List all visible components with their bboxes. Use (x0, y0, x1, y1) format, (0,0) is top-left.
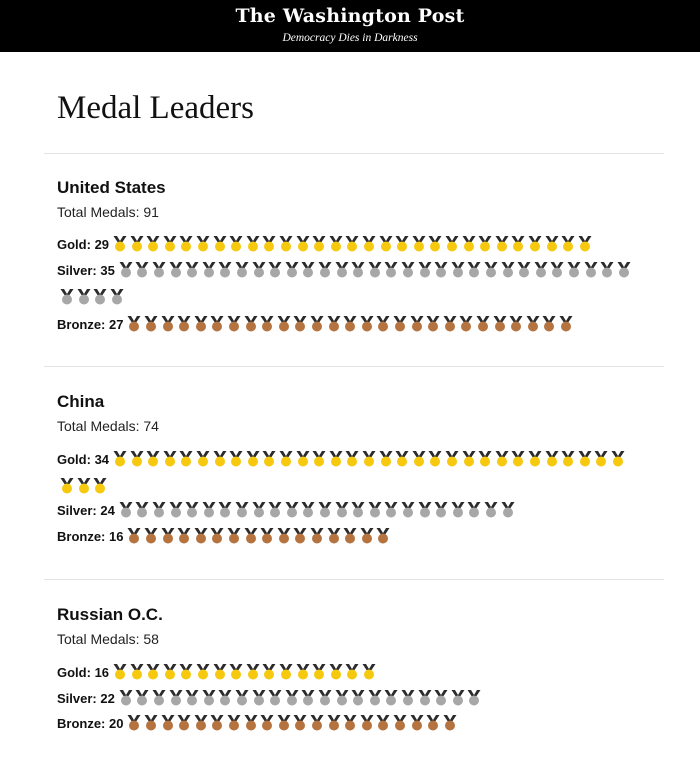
silver-medal-icon (450, 261, 466, 278)
silver-medal-icon (184, 261, 200, 278)
gold-medal-icon (178, 450, 194, 467)
bronze-medal-icon (160, 315, 176, 332)
silver-medal-icon (134, 261, 150, 278)
gold-count: 29 (94, 237, 110, 252)
silver-medal-icon (483, 501, 499, 518)
gold-medal-icon (544, 235, 560, 252)
gold-medal-icon (261, 450, 277, 467)
silver-medal-icon (566, 261, 582, 278)
total-medals-label: Total Medals: (57, 204, 140, 220)
silver-label: Silver: 35 (57, 263, 115, 278)
bronze-medal-icon (176, 527, 192, 544)
gold-medal-icon (361, 663, 377, 680)
bronze-medal-icon (442, 315, 458, 332)
gold-medal-icon (577, 450, 593, 467)
silver-medal-icon (466, 689, 482, 706)
bronze-count: 27 (109, 317, 124, 332)
silver-medal-icon (516, 261, 532, 278)
gold-count: 16 (94, 665, 110, 680)
gold-medal-icon (112, 450, 128, 467)
silver-medal-icon (201, 261, 217, 278)
bronze-medal-icon (259, 527, 275, 544)
bronze-medal-icon (342, 315, 358, 332)
bronze-count: 20 (109, 716, 124, 731)
silver-medal-icon (383, 689, 399, 706)
gold-medal-icon (195, 235, 211, 252)
bronze-medal-icon (375, 527, 391, 544)
country-name: Russian O.C. (57, 605, 163, 624)
gold-medal-icon (311, 235, 327, 252)
silver-medal-icon (251, 261, 267, 278)
bronze-medal-icon (409, 714, 425, 731)
silver-medal-icon (599, 261, 615, 278)
bronze-medal-icon (276, 714, 292, 731)
gold-medal-icon (477, 450, 493, 467)
silver-label: Silver: 22 (57, 691, 115, 706)
silver-medal-icon (367, 501, 383, 518)
silver-medal-icon (367, 261, 383, 278)
silver-medal-icon (234, 501, 250, 518)
silver-medal-icon (151, 261, 167, 278)
silver-medal-icon (549, 261, 565, 278)
gold-medal-icon (295, 235, 311, 252)
silver-medal-icon (168, 261, 184, 278)
silver-medal-icon (201, 689, 217, 706)
gold-medal-icon (92, 477, 108, 494)
bronze-medal-icon (442, 714, 458, 731)
bronze-medal-icon (193, 527, 209, 544)
gold-medal-icon (311, 663, 327, 680)
gold-medal-icon (278, 235, 294, 252)
silver-medal-icon (217, 501, 233, 518)
silver-medal-icon (284, 689, 300, 706)
gold-medal-icon (212, 235, 228, 252)
bronze-medal-icons (57, 529, 657, 589)
bronze-medal-icon (292, 527, 308, 544)
bronze-medal-icon (160, 714, 176, 731)
gold-medal-icon (145, 450, 161, 467)
gold-medal-icon (162, 235, 178, 252)
silver-medal-icon (400, 501, 416, 518)
silver-medal-icon (251, 501, 267, 518)
bronze-medal-icon (193, 714, 209, 731)
silver-medal-icon (317, 261, 333, 278)
bronze-medal-icon (160, 527, 176, 544)
bronze-medal-icon (143, 527, 159, 544)
silver-medal-icon (251, 689, 267, 706)
total-medals (57, 417, 657, 435)
bronze-medal-icon (193, 315, 209, 332)
bronze-medal-icon (176, 714, 192, 731)
bronze-medal-icon (243, 315, 259, 332)
gold-medal-icon (328, 235, 344, 252)
silver-medal-icon (500, 261, 516, 278)
gold-medal-icon (411, 235, 427, 252)
silver-medal-icon (284, 501, 300, 518)
silver-medal-icon (367, 689, 383, 706)
silver-medal-icon (300, 501, 316, 518)
gold-medal-icon (510, 235, 526, 252)
silver-medal-icon (234, 261, 250, 278)
gold-medal-icon (444, 450, 460, 467)
silver-medal-icon (184, 501, 200, 518)
gold-label: Gold: 34 (57, 452, 110, 467)
bronze-medal-icon (492, 315, 508, 332)
bronze-medal-icon (309, 714, 325, 731)
silver-medal-icon (217, 689, 233, 706)
gold-medal-icon (212, 663, 228, 680)
gold-medal-icon (228, 235, 244, 252)
gold-medal-icon (145, 235, 161, 252)
gold-medal-icon (162, 663, 178, 680)
gold-medal-icon (162, 450, 178, 467)
silver-medal-icon (317, 501, 333, 518)
country-section-china (57, 392, 657, 544)
bronze-medal-icon (541, 315, 557, 332)
bronze-medal-icon (259, 315, 275, 332)
silver-medal-icon (417, 501, 433, 518)
bronze-medal-icon (326, 315, 342, 332)
bronze-medal-icon (558, 315, 574, 332)
bronze-medal-icon (359, 714, 375, 731)
country-section-russian-oc (57, 605, 657, 731)
gold-medal-icon (178, 663, 194, 680)
gold-medal-icon (444, 235, 460, 252)
bronze-medal-icon (425, 714, 441, 731)
gold-medal-icon (245, 663, 261, 680)
total-medals-label: Total Medals: (57, 418, 140, 434)
gold-medal-icon (593, 450, 609, 467)
gold-medal-icon (394, 450, 410, 467)
silver-medal-icon (433, 689, 449, 706)
silver-medal-icon (267, 261, 283, 278)
bronze-medal-icon (392, 714, 408, 731)
bronze-medal-icons (57, 716, 657, 776)
bronze-medal-icon (309, 315, 325, 332)
bronze-medal-icon (458, 315, 474, 332)
country-section-united-states (57, 178, 657, 332)
gold-medal-icon (112, 663, 128, 680)
gold-medal-icon (195, 450, 211, 467)
gold-medal-icon (245, 235, 261, 252)
gold-medal-icon (328, 663, 344, 680)
silver-medal-icon (533, 261, 549, 278)
gold-medal-icon (261, 235, 277, 252)
page-title: Medal Leaders (57, 90, 254, 126)
silver-medal-icon (483, 261, 499, 278)
silver-medal-icon (383, 261, 399, 278)
gold-medal-icon (361, 235, 377, 252)
total-medals-value: 74 (143, 418, 159, 434)
total-medals (57, 203, 657, 221)
bronze-label: Bronze: 16 (57, 529, 124, 544)
silver-medal-icon (201, 501, 217, 518)
gold-medal-icon (212, 450, 228, 467)
silver-medal-icon (466, 261, 482, 278)
silver-medal-icon (168, 689, 184, 706)
bronze-medal-icon (525, 315, 541, 332)
gold-medal-icon (261, 663, 277, 680)
silver-medal-icon (134, 501, 150, 518)
gold-medal-icon (427, 235, 443, 252)
silver-medal-icon (433, 261, 449, 278)
bronze-medal-icon (342, 714, 358, 731)
bronze-medal-icon (209, 527, 225, 544)
bronze-medal-icon (342, 527, 358, 544)
gold-medal-icon (527, 450, 543, 467)
silver-medal-icon (284, 261, 300, 278)
silver-medal-icon (417, 261, 433, 278)
gold-medal-icon (344, 235, 360, 252)
silver-medal-icon (59, 288, 75, 305)
total-medals-label: Total Medals: (57, 631, 140, 647)
divider (44, 153, 664, 154)
silver-medal-icon (134, 689, 150, 706)
gold-medal-icon (112, 235, 128, 252)
bronze-medal-icon (326, 714, 342, 731)
bronze-medal-icon (243, 527, 259, 544)
gold-label: Gold: 29 (57, 237, 110, 252)
gold-medal-icon (394, 235, 410, 252)
bronze-medal-icon (126, 527, 142, 544)
gold-medal-icon (328, 450, 344, 467)
bronze-medal-icon (475, 315, 491, 332)
silver-medal-icon (334, 261, 350, 278)
gold-medal-icon (311, 450, 327, 467)
gold-medal-icon (378, 450, 394, 467)
gold-count: 34 (94, 452, 110, 467)
gold-medal-icon (129, 235, 145, 252)
silver-medal-icon (334, 689, 350, 706)
country-name: China (57, 392, 105, 411)
silver-medal-icon (383, 501, 399, 518)
silver-medal-icon (109, 288, 125, 305)
bronze-medal-icon (276, 315, 292, 332)
silver-medal-icon (400, 689, 416, 706)
silver-medal-icon (317, 689, 333, 706)
bronze-medal-icon (409, 315, 425, 332)
silver-medal-icon (118, 261, 134, 278)
silver-medal-icon (350, 261, 366, 278)
gold-medal-icon (228, 450, 244, 467)
gold-medal-icon (560, 450, 576, 467)
bronze-medal-icon (326, 527, 342, 544)
bronze-medal-icon (359, 527, 375, 544)
gold-medal-icon (378, 235, 394, 252)
gold-medal-icon (145, 663, 161, 680)
total-medals-value: 91 (143, 204, 159, 220)
silver-medal-icon (500, 501, 516, 518)
gold-medal-icon (427, 450, 443, 467)
silver-medal-icon (466, 501, 482, 518)
silver-count: 24 (100, 503, 115, 518)
bronze-count: 16 (109, 529, 124, 544)
silver-medal-icon (267, 689, 283, 706)
tagline: Democracy Dies in Darkness (282, 32, 418, 44)
bronze-medal-icon (276, 527, 292, 544)
bronze-medal-icon (309, 527, 325, 544)
gold-medal-icon (344, 663, 360, 680)
bronze-medal-icons (57, 317, 657, 377)
bronze-medal-icon (259, 714, 275, 731)
gold-medal-icon (610, 450, 626, 467)
silver-medal-icon (118, 501, 134, 518)
gold-medal-icon (295, 663, 311, 680)
silver-medal-icon (583, 261, 599, 278)
bronze-medal-icon (375, 315, 391, 332)
bronze-medal-icon (176, 315, 192, 332)
bronze-medal-icon (226, 315, 242, 332)
bronze-medal-icon (243, 714, 259, 731)
gold-medal-icon (527, 235, 543, 252)
bronze-medal-icon (508, 315, 524, 332)
silver-medal-icon (184, 689, 200, 706)
masthead (0, 0, 700, 52)
bronze-medal-icon (292, 315, 308, 332)
washington-post-logo[interactable]: The Washington Post (235, 5, 465, 27)
silver-medal-icon (300, 261, 316, 278)
gold-medal-icon (461, 235, 477, 252)
silver-medal-icon (450, 501, 466, 518)
silver-medal-icon (151, 501, 167, 518)
gold-label: Gold: 16 (57, 665, 110, 680)
gold-medal-icon (494, 235, 510, 252)
silver-medal-icon (417, 689, 433, 706)
gold-medal-icon (245, 450, 261, 467)
bronze-medal-icon (292, 714, 308, 731)
gold-medal-icon (411, 450, 427, 467)
gold-medal-icon (477, 235, 493, 252)
bronze-medal-icon (209, 714, 225, 731)
bronze-medal-icon (375, 714, 391, 731)
bronze-medal-icon (143, 714, 159, 731)
bronze-label: Bronze: 27 (57, 317, 124, 332)
gold-medal-icon (295, 450, 311, 467)
total-medals-value: 58 (143, 631, 159, 647)
gold-medal-icon (361, 450, 377, 467)
bronze-medal-icon (359, 315, 375, 332)
silver-medal-icons (57, 263, 657, 323)
gold-medal-icon (76, 477, 92, 494)
bronze-medal-icon (126, 714, 142, 731)
silver-medal-icon (350, 689, 366, 706)
gold-medal-icon (59, 477, 75, 494)
silver-count: 22 (100, 691, 115, 706)
silver-medal-icon (92, 288, 108, 305)
silver-medal-icon (300, 689, 316, 706)
silver-medal-icon (118, 689, 134, 706)
gold-medal-icon (278, 663, 294, 680)
gold-medal-icon (494, 450, 510, 467)
bronze-medal-icon (392, 315, 408, 332)
gold-medal-icon (510, 450, 526, 467)
silver-medal-icon (433, 501, 449, 518)
bronze-label: Bronze: 20 (57, 716, 124, 731)
silver-medal-icon (616, 261, 632, 278)
silver-medal-icon (450, 689, 466, 706)
total-medals (57, 630, 657, 648)
gold-medal-icon (178, 235, 194, 252)
bronze-medal-icon (226, 714, 242, 731)
gold-medal-icon (461, 450, 477, 467)
silver-count: 35 (100, 263, 115, 278)
silver-medal-icon (334, 501, 350, 518)
country-name: United States (57, 178, 166, 197)
gold-medal-icon (560, 235, 576, 252)
bronze-medal-icon (143, 315, 159, 332)
silver-medal-icon (168, 501, 184, 518)
gold-medal-icon (577, 235, 593, 252)
bronze-medal-icon (425, 315, 441, 332)
gold-medal-icon (129, 450, 145, 467)
silver-label: Silver: 24 (57, 503, 115, 518)
gold-medal-icon (228, 663, 244, 680)
silver-medal-icon (234, 689, 250, 706)
silver-medal-icon (76, 288, 92, 305)
gold-medal-icon (195, 663, 211, 680)
silver-medal-icon (267, 501, 283, 518)
silver-medal-icon (400, 261, 416, 278)
silver-medal-icon (350, 501, 366, 518)
gold-medal-icon (278, 450, 294, 467)
gold-medal-icon (544, 450, 560, 467)
gold-medal-icon (129, 663, 145, 680)
bronze-medal-icon (126, 315, 142, 332)
silver-medal-icon (151, 689, 167, 706)
silver-medal-icon (217, 261, 233, 278)
bronze-medal-icon (226, 527, 242, 544)
bronze-medal-icon (209, 315, 225, 332)
gold-medal-icon (344, 450, 360, 467)
